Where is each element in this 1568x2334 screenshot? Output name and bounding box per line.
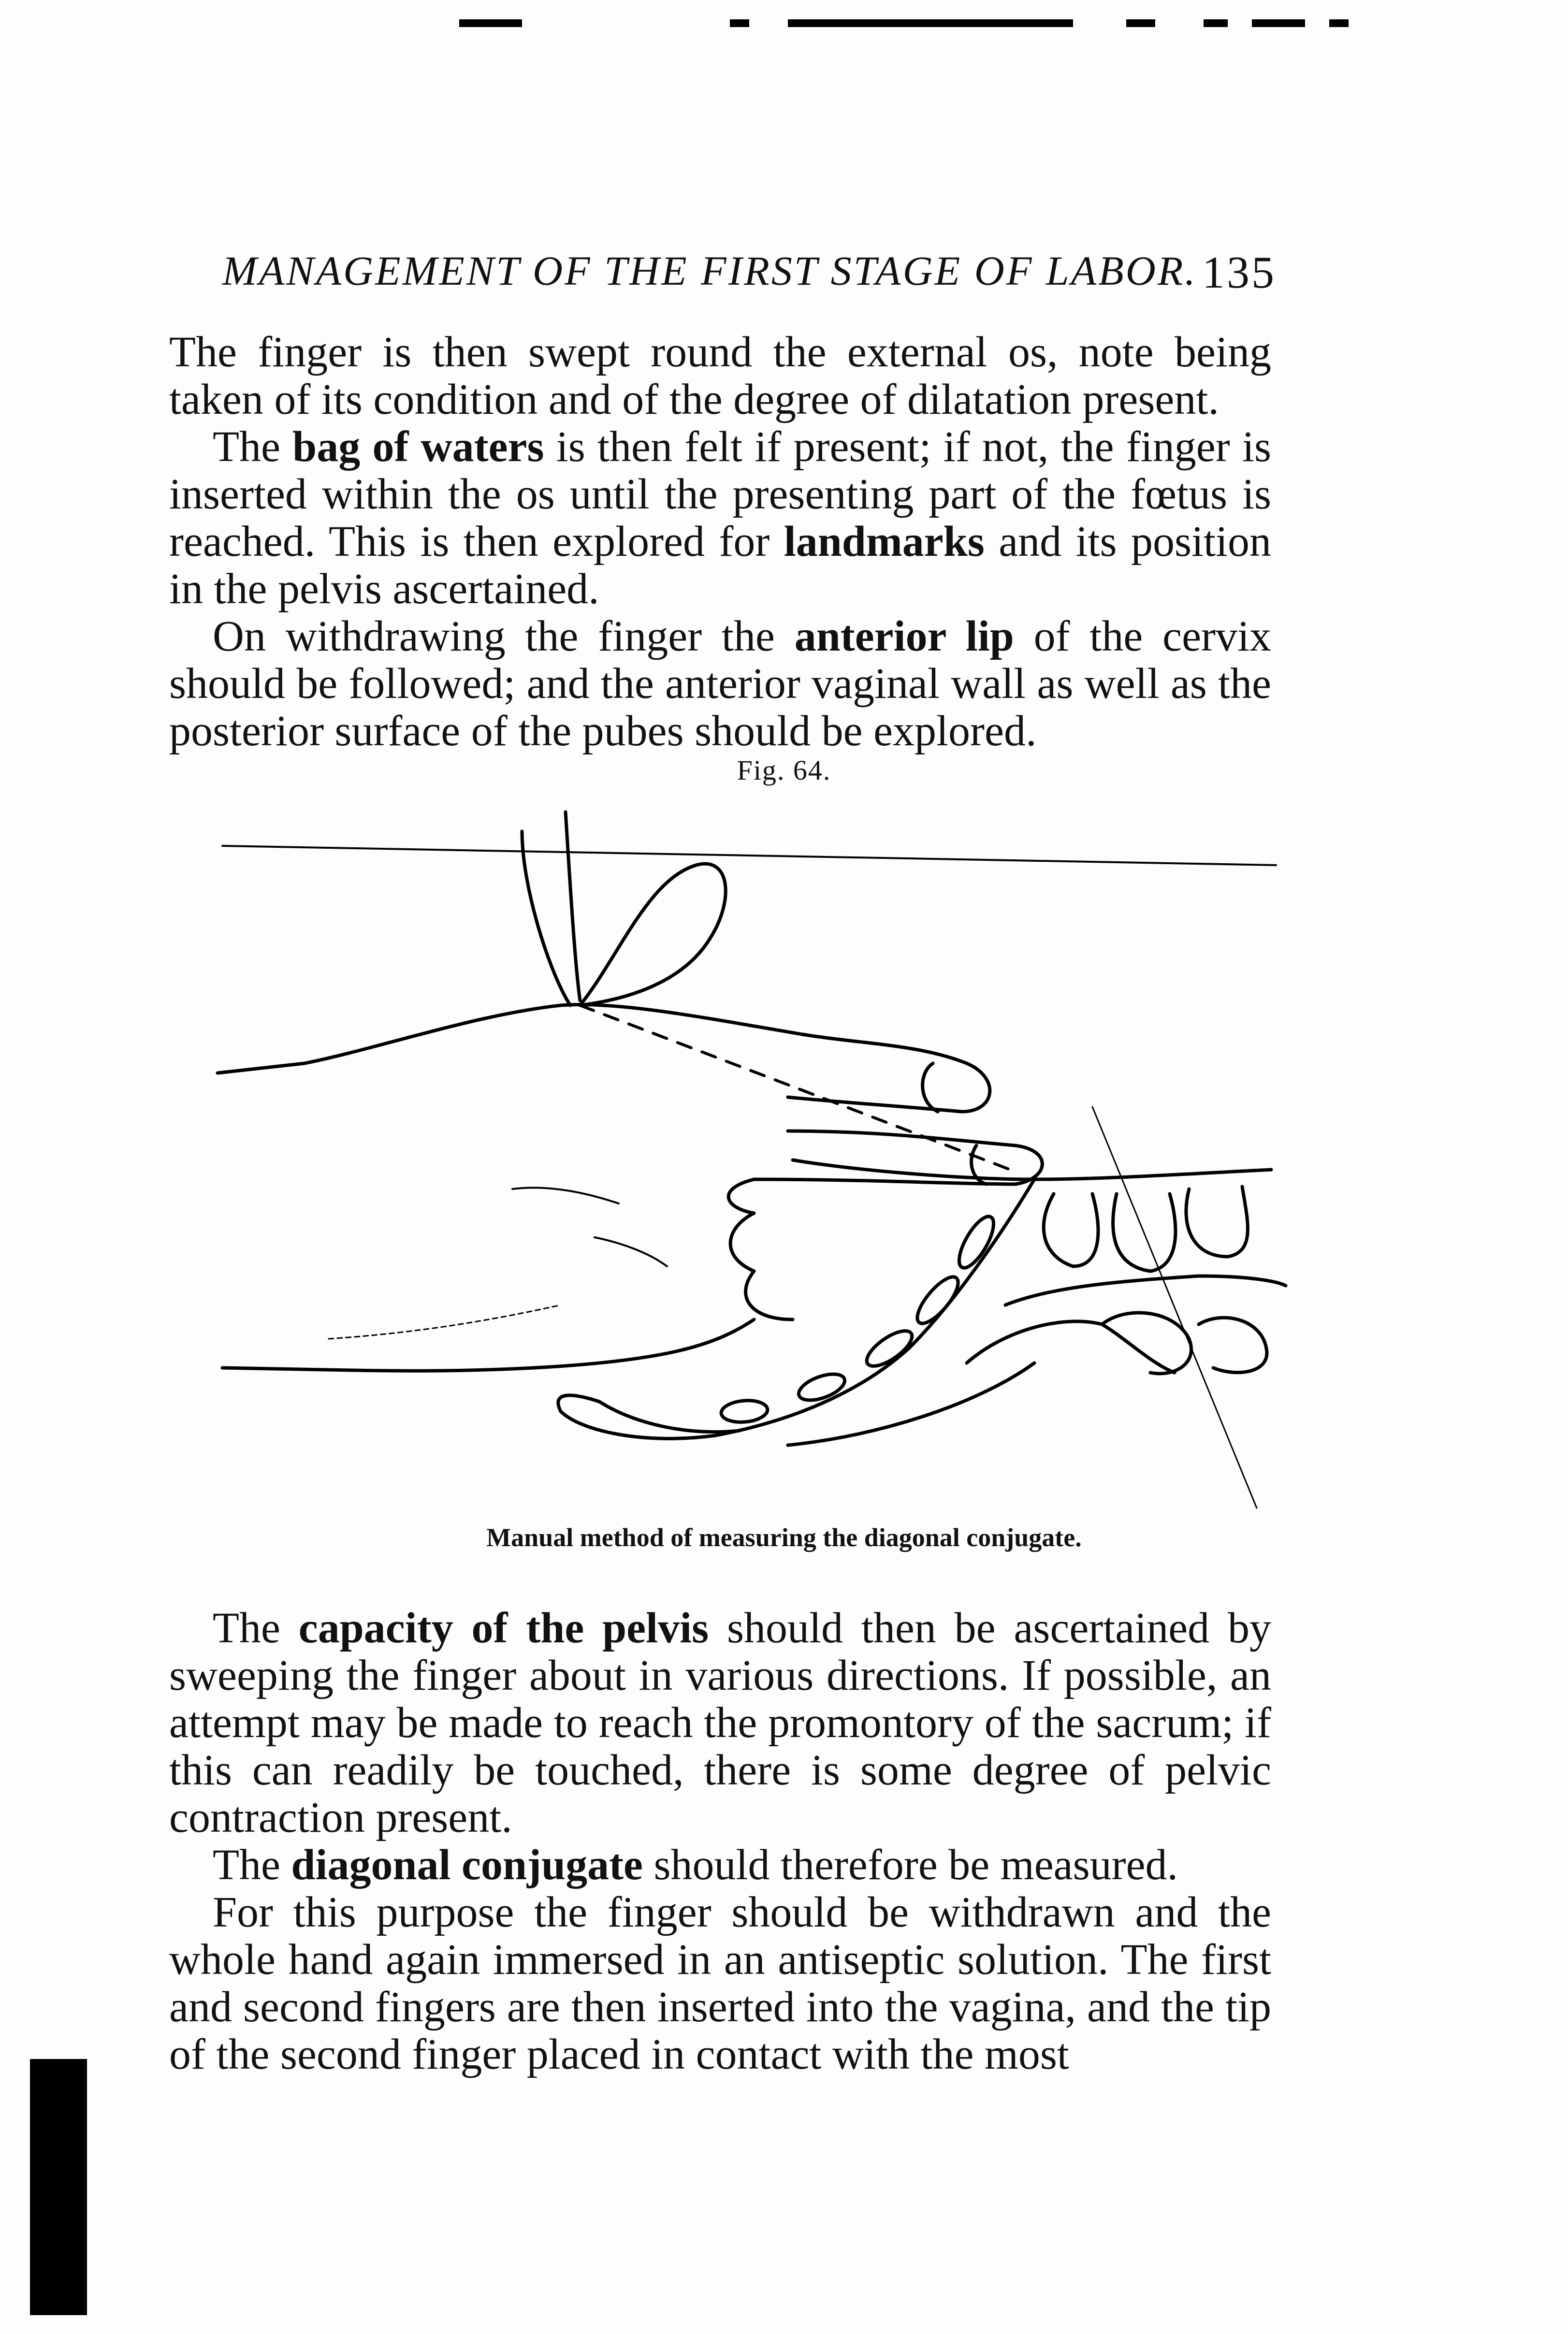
paragraph: The capacity of the pelvis should then be ascertained by sweeping the finger about in various directions. If possible, an attempt may be made to reach the promontory of the sacrum; if this can readily be touched, there is some degree of pelvic contraction present. <box>169 1604 1272 1841</box>
scan-margin-bar <box>30 2059 87 2315</box>
diagonal-conjugate-line <box>580 1005 1010 1170</box>
scan-artifact-marks <box>459 19 1474 34</box>
bold-term: landmarks <box>784 518 985 565</box>
caliper-arm <box>522 831 570 1005</box>
bold-term: capacity of the pelvis <box>298 1604 709 1652</box>
forearm-top <box>218 1004 967 1073</box>
figure-caption: Manual method of measuring the diagonal conjugate. <box>486 1523 1082 1552</box>
paragraph: The diagonal conjugate should therefore be measured. <box>213 1841 1178 1889</box>
paragraph: For this purpose the finger should be withdrawn and the whole hand again immersed in an antiseptic solution. The first and second fingers are then inserted into the vagina, and the tip of the second finger placed in contact with the most <box>169 1888 1271 2078</box>
paragraph: The finger is then swept round the external os, note being taken of its condition and of the degree of dilatation present. <box>169 328 1271 423</box>
text-block-top <box>169 329 1271 755</box>
pelvic-brim <box>793 1160 1271 1179</box>
paragraph: On withdrawing the finger the anterior lip of the cervix should be followed; and the anterior vaginal wall as well as the posterior surface of the pubes should be explored. <box>169 612 1271 755</box>
caliper-blade <box>580 864 726 1005</box>
reference-line <box>222 846 1276 865</box>
page-number: 135 <box>1202 247 1276 298</box>
running-header <box>222 246 1276 304</box>
text-block-bottom <box>169 1605 1271 2078</box>
pelvis-hand-illustration <box>184 793 1295 1518</box>
running-title: MANAGEMENT OF THE FIRST STAGE OF LABOR. <box>222 247 1197 294</box>
bold-term: anterior lip <box>794 612 1014 660</box>
bold-term: bag of waters <box>292 423 544 471</box>
bold-term: diagonal conjugate <box>291 1841 643 1889</box>
paragraph: The bag of waters is then felt if present; if not, the finger is inserted within the os until the presenting part of the fœtus is reached. This is then explored for landmarks and its position in the pelvis ascertained. <box>169 423 1271 613</box>
figure-label: Fig. 64. <box>737 754 831 786</box>
forearm-bottom <box>222 1319 754 1371</box>
